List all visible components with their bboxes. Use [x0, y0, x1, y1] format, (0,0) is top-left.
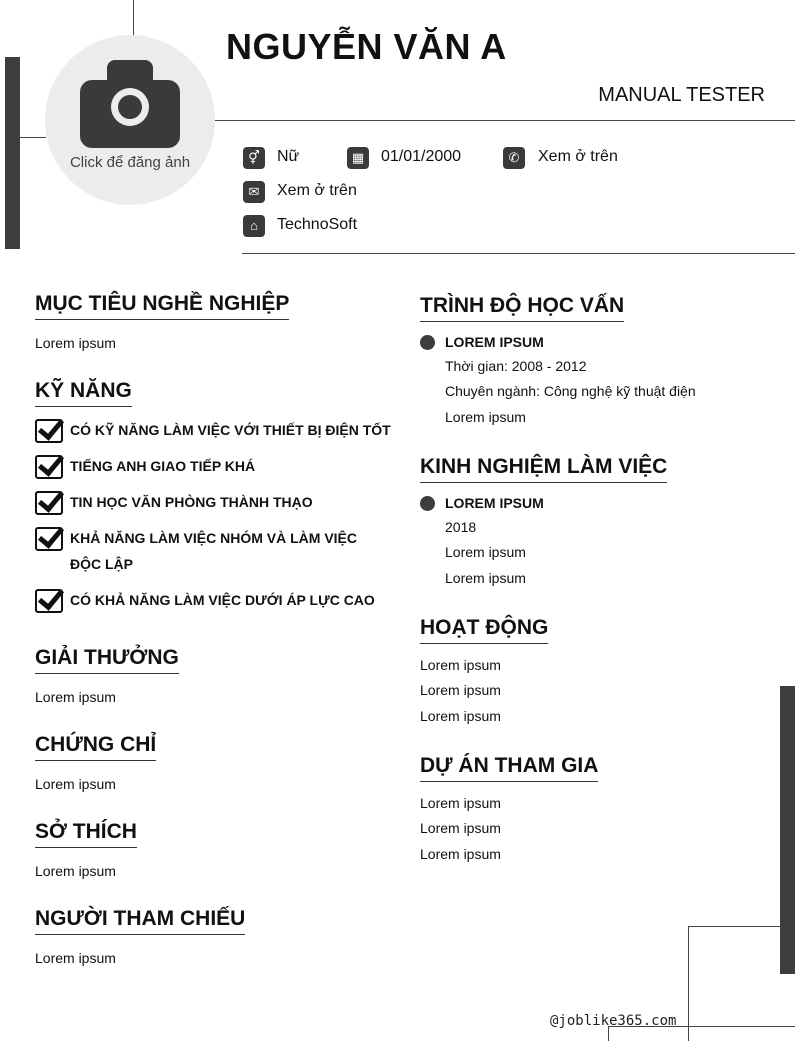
corner-line-horizontal — [688, 926, 780, 927]
contact-rule — [242, 253, 795, 254]
checkbox-icon — [35, 491, 63, 515]
activity-line: Lorem ipsum — [420, 657, 501, 673]
checkbox-icon — [35, 419, 63, 443]
skill-item: TIN HỌC VĂN PHÒNG THÀNH THẠO — [70, 494, 313, 510]
education-title: TRÌNH ĐỘ HỌC VẤN — [420, 294, 624, 322]
candidate-name: NGUYỄN VĂN A — [226, 26, 507, 67]
education-major: Chuyên ngành: Công nghệ kỹ thuật điện — [445, 383, 696, 399]
gender-value: Nữ — [277, 148, 300, 165]
awards-text: Lorem ipsum — [35, 689, 116, 705]
company-name: LOREM IPSUM — [445, 495, 544, 511]
school-name: LOREM IPSUM — [445, 334, 544, 350]
hobbies-text: Lorem ipsum — [35, 863, 116, 879]
education-time: Thời gian: 2008 - 2012 — [445, 358, 587, 374]
phone-value: Xem ở trên — [538, 148, 618, 165]
certificates-title: CHỨNG CHỈ — [35, 733, 156, 761]
projects-title: DỰ ÁN THAM GIA — [420, 754, 598, 782]
birthday-value: 01/01/2000 — [381, 148, 462, 165]
skills-title: KỸ NĂNG — [35, 379, 132, 407]
skill-item: CÓ KHẢ NĂNG LÀM VIỆC DƯỚI ÁP LỰC CAO — [70, 592, 375, 608]
avatar-connector-line — [20, 137, 46, 138]
project-line: Lorem ipsum — [420, 846, 501, 862]
references-title: NGƯỜI THAM CHIẾU — [35, 907, 245, 935]
location-icon: ⌂ — [243, 215, 265, 237]
awards-title: GIẢI THƯỞNG — [35, 646, 179, 674]
checkbox-icon — [35, 455, 63, 479]
experience-title: KINH NGHIỆM LÀM VIỆC — [420, 455, 667, 483]
gender-icon: ⚥ — [243, 147, 265, 169]
education-note: Lorem ipsum — [445, 409, 526, 425]
email-value: Xem ở trên — [277, 182, 357, 199]
avatar-upload[interactable] — [45, 35, 215, 205]
bullet-icon — [420, 496, 435, 511]
address-value: TechnoSoft — [277, 216, 358, 233]
activity-line: Lorem ipsum — [420, 708, 501, 724]
checkbox-icon — [35, 527, 63, 551]
calendar-icon: ▦ — [347, 147, 369, 169]
activities-title: HOẠT ĐỘNG — [420, 616, 548, 644]
checkbox-icon — [35, 589, 63, 613]
avatar-upload-label: Click để đăng ảnh — [69, 154, 191, 171]
project-line: Lorem ipsum — [420, 820, 501, 836]
email-icon: ✉ — [243, 181, 265, 203]
bullet-icon — [420, 335, 435, 350]
watermark-text: @joblike365.com — [550, 1013, 677, 1029]
objective-text: Lorem ipsum — [35, 335, 116, 351]
objective-title: MỤC TIÊU NGHỀ NGHIỆP — [35, 292, 289, 320]
corner-line-vertical — [688, 926, 689, 1041]
experience-year: 2018 — [445, 519, 477, 535]
experience-line: Lorem ipsum — [445, 544, 526, 560]
project-line: Lorem ipsum — [420, 795, 501, 811]
header-rule — [215, 120, 795, 121]
left-accent-bar — [5, 57, 20, 249]
top-divider-line — [133, 0, 134, 36]
job-position: MANUAL TESTER — [598, 84, 765, 106]
right-accent-bar — [780, 686, 795, 974]
activity-line: Lorem ipsum — [420, 682, 501, 698]
skill-item: CÓ KỸ NĂNG LÀM VIỆC VỚI THIẾT BỊ ĐIỆN TỐT — [70, 422, 391, 438]
skill-item: KHẢ NĂNG LÀM VIỆC NHÓM VÀ LÀM VIỆC ĐỘC LẬP — [70, 530, 357, 572]
references-text: Lorem ipsum — [35, 950, 116, 966]
experience-line: Lorem ipsum — [445, 570, 526, 586]
phone-icon: ✆ — [503, 147, 525, 169]
skill-item: TIẾNG ANH GIAO TIẾP KHÁ — [70, 458, 256, 474]
hobbies-title: SỞ THÍCH — [35, 820, 137, 848]
certificates-text: Lorem ipsum — [35, 776, 116, 792]
